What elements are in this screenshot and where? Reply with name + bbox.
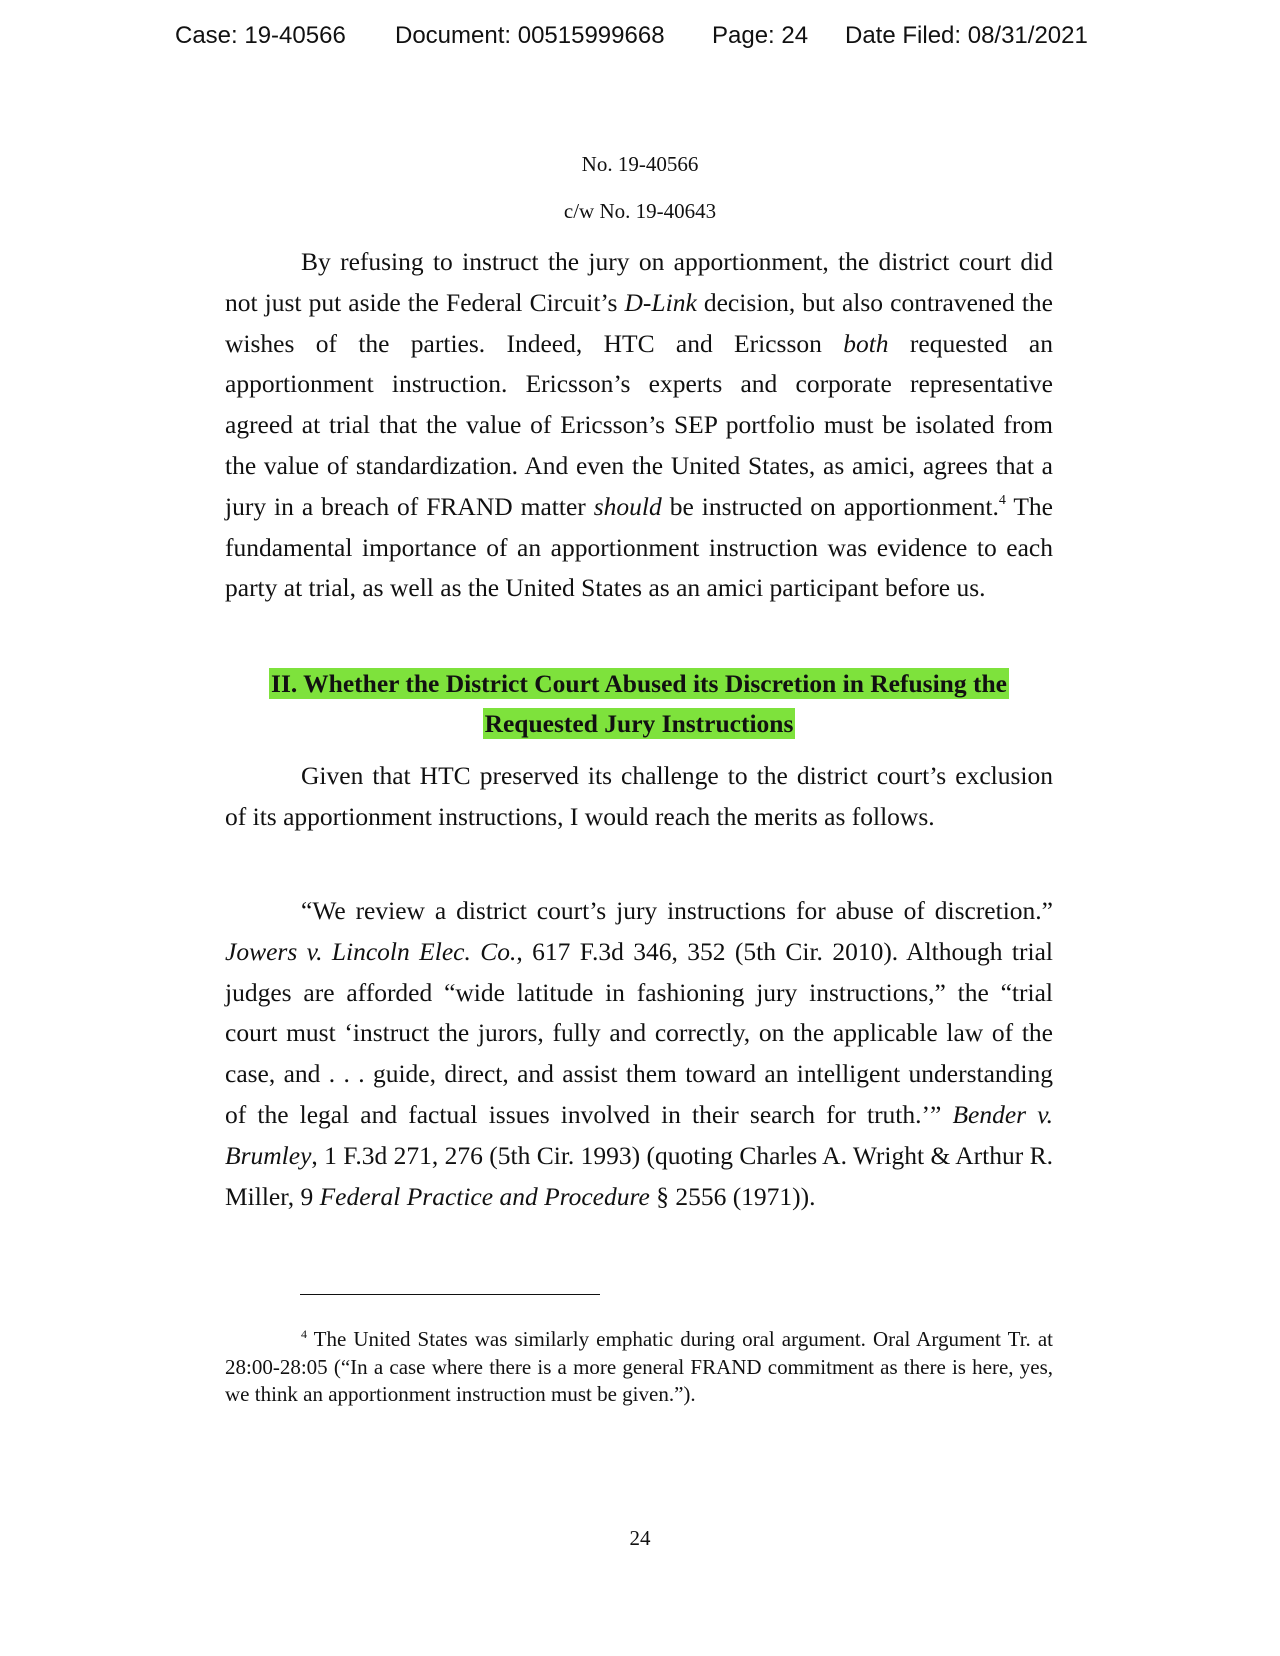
consolidated-docket-number: c/w No. 19-40643 xyxy=(563,199,717,223)
page-number: 24 xyxy=(629,1526,651,1550)
footnote-text: The United States was similarly emphatic during oral argument. Oral Argument Tr. at 28:00-28:05 (“In a case where there is a more general FRAND commitment as there is here, yes, we think an apportionment instruction must be given.”). xyxy=(225,1327,1053,1406)
section-heading-line2: Requested Jury Instructions xyxy=(484,709,794,738)
paragraph-standard-of-review: “We review a district court’s jury instructions for abuse of discretion.” Jowers v. Lincoln Elec. Co., 617 F.3d 346, 352 (5th Cir. 2010). Although trial judges are afforded “wide latitude in fashioning jury instructions,” the “trial court must ‘instruct the jurors, fully and correctly, on the applicable law of the case, and . . . guide, direct, and assist them toward an intelligent understanding of the legal and factual issues involved in their search for truth.’” Bender v. Brumley, 1 F.3d 271, 276 (5th Cir. 1993) (quoting Charles A. Wright & Arthur R. Miller, 9 Federal Practice and Procedure § 2556 (1971)). xyxy=(225,896,1054,1211)
footnote-reference: 4 xyxy=(998,492,1006,508)
document-number: Document: 00515999668 xyxy=(395,22,665,49)
paragraph-apportionment: By refusing to instruct the jury on apportionment, the district court did not just put aside the Federal Circuit’s D-Link decision, but also contravened the wishes of the parties. Indeed, HTC and Ericsson both requested an apportionment instruction. Ericsson’s experts and corporate representative agreed at trial that the value of Ericsson’s SEP portfolio must be isolated from the value of standardization. And even the United States, as amici, agrees that a jury in a breach of FRAND matter should be instructed on apportionment.$^4$ The fundamental importance of an apportionment instruction was evidence to each party at trial, as well as the United States as an amici participant before us. xyxy=(225,247,1054,603)
case-number: Case: 19-40566 xyxy=(175,22,346,49)
footnote-divider xyxy=(300,1294,600,1295)
header-page-number: Page: 24 xyxy=(712,22,809,49)
date-filed: Date Filed: 08/31/2021 xyxy=(845,22,1088,49)
docket-number: No. 19-40566 xyxy=(581,152,699,176)
footnote-4 xyxy=(225,1326,1053,1409)
section-heading-line1: II. Whether the District Court Abused its Discretion in Refusing the xyxy=(271,669,1007,698)
section-heading xyxy=(225,664,1053,744)
paragraph-preserved-challenge: Given that HTC preserved its challenge to the district court’s exclusion of its apportionment instructions, I would reach the merits as follows. xyxy=(225,761,1053,831)
footnote-number: 4 xyxy=(301,1327,307,1341)
